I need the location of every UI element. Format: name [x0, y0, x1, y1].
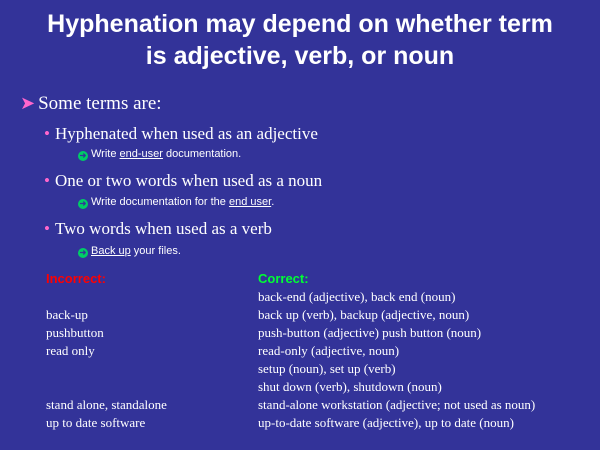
example-adjective [78, 148, 241, 161]
dot-bullet-icon: • [44, 219, 50, 238]
sub-bullet-adjective [44, 124, 318, 144]
example-term: end user [228, 196, 272, 208]
dot-bullet-icon: • [44, 124, 50, 143]
arrow-circle-icon: ➜ [79, 199, 87, 208]
dot-bullet-icon: • [44, 171, 50, 190]
main-bullet-text: Some terms are: [38, 93, 162, 114]
example-prefix: Write [91, 148, 120, 160]
example-prefix: Write documentation for the [91, 196, 229, 208]
slide-title-line-1: Hyphenation may depend on whether term [47, 10, 553, 38]
sub-bullet-noun [44, 171, 322, 191]
sub-bullet-text: Two words when used as a verb [54, 219, 272, 238]
correct-line: shut down (verb), shutdown (noun) [258, 379, 442, 394]
incorrect-line: stand alone, standalone [46, 397, 167, 412]
correct-line: back-end (adjective), back end (noun) [258, 289, 456, 304]
incorrect-line [46, 288, 167, 306]
sub-bullet-verb [44, 219, 272, 239]
example-verb [78, 245, 181, 258]
slide-title [0, 8, 600, 72]
correct-line: up-to-date software (adjective), up to date (noun) [258, 415, 514, 430]
correct-line: stand-alone workstation (adjective; not used as noun) [258, 397, 536, 412]
correct-line: back up (verb), backup (adjective, noun) [258, 307, 470, 322]
incorrect-line: pushbutton [46, 325, 104, 340]
correct-list [258, 288, 535, 432]
example-term: end-user [119, 148, 163, 160]
incorrect-list [46, 288, 167, 432]
correct-heading: Correct: [258, 271, 309, 286]
correct-line: push-button (adjective) push button (noun) [258, 325, 482, 340]
arrow-circle-icon: ➜ [79, 248, 87, 257]
incorrect-line [46, 360, 167, 378]
main-bullet [20, 93, 162, 115]
incorrect-line: back-up [46, 307, 88, 322]
sub-bullet-text: One or two words when used as a noun [54, 171, 323, 190]
sub-bullet-text: Hyphenated when used as an adjective [54, 124, 318, 143]
incorrect-line [46, 378, 167, 396]
correct-line: read-only (adjective, noun) [258, 343, 400, 358]
example-noun [78, 196, 274, 209]
correct-line: setup (noun), set up (verb) [258, 361, 396, 376]
incorrect-line: read only [46, 343, 95, 358]
example-term: Back up [91, 245, 131, 257]
arrow-bullet-icon: ➤ [20, 93, 36, 113]
example-suffix: . [271, 196, 275, 208]
example-suffix: documentation. [162, 148, 242, 160]
incorrect-heading: Incorrect: [46, 271, 106, 286]
arrow-circle-icon: ➜ [79, 151, 87, 160]
incorrect-line: up to date software [46, 415, 146, 430]
slide-title-line-2: is adjective, verb, or noun [145, 42, 455, 70]
example-suffix: your files. [130, 245, 181, 257]
